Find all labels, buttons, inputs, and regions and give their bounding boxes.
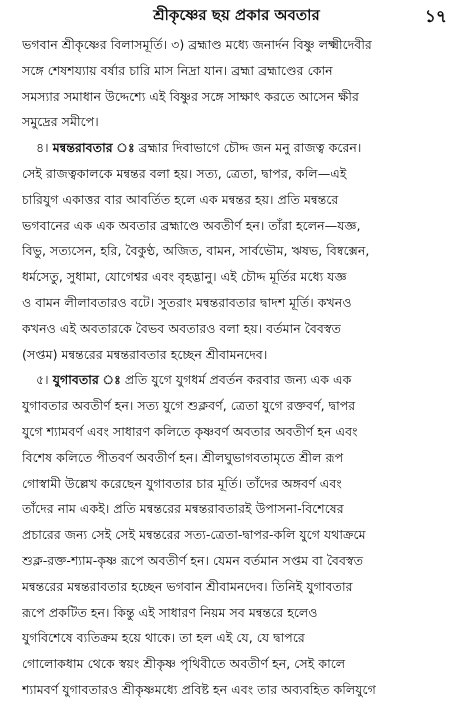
text-run: প্রচারের জন্য সেই সেই মন্বন্তরের সত্য-ত্রেতা-দ্বাপর-কলি যুগে যথাক্রমে: [22, 527, 366, 543]
text-run: যুগে শ্যামবর্ণ এবং সাধারণ কলিতে কৃষ্ণবর্ণ অবতার অবতীর্ণ হন এবং: [22, 423, 358, 439]
text-run: সমুদ্রের সমীপে।: [22, 114, 99, 130]
text-line: [22, 471, 460, 497]
text-run: রূপে প্রকটিত হন। কিন্তু এই সাধারণ নিয়ম সব মন্বন্তরে হলেও: [22, 604, 318, 620]
text-run: ভগবানের এক এক অবতার ব্রহ্মাণ্ডে অবতীর্ণ হন। তাঁরা হলেন—যজ্ঞ,: [22, 217, 361, 233]
text-run: ৫।: [36, 372, 53, 388]
text-line: [22, 445, 460, 471]
text-run: বিভু, সত্যসেন, হরি, বৈকুণ্ঠ, অজিত, বামন, সার্বভৌম, ঋষভ, বিষ্বক্সেন,: [22, 243, 370, 259]
text-run: মন্বন্তরের মন্বন্তরাবতার হচ্ছেন ভগবান শ্রীবামনদেব। তিনিই যুগাবতার: [22, 578, 353, 594]
text-run: চারিযুগ একাত্তর বার আবর্তিত হলে এক মন্বন্তর হয়। প্রতি মন্বন্তরে: [22, 191, 339, 207]
text-run: সঙ্গে শেষশয্যায় বর্ষার চারি মাস নিদ্রা যান। ব্রহ্মা ব্রহ্মাণ্ডের কোন: [22, 62, 333, 78]
text-run: সেই রাজত্বকালকে মন্বন্তর বলা হয়। সত্য, ত্রেতা, দ্বাপর, কলি—এই: [22, 165, 347, 181]
text-line: [22, 367, 460, 393]
body-text: [22, 32, 460, 703]
text-line: [22, 677, 460, 703]
text-run: ভগবান শ্রীকৃষ্ণের বিলাসমূর্তি। ৩) ব্রহ্মাণ্ড মধ্যে জনার্দন বিষ্ণু লক্ষ্মীদেবীর: [22, 37, 372, 52]
text-line: [22, 161, 460, 187]
text-run: যুগবিশেষে ব্যতিক্রম হয়ে থাকে। তা হল এই যে, যে দ্বাপরে: [22, 630, 305, 646]
text-run: ব্রহ্মার দিবাভাগে চৌদ্দ জন মনু রাজত্ব করেন।: [134, 140, 362, 156]
text-line: [22, 187, 460, 213]
text-line: [22, 109, 460, 135]
text-line: [22, 84, 460, 110]
section-term: মন্বন্তরাবতার ঃ: [52, 140, 135, 156]
text-run: যুগাবতার অবতীর্ণ হন। সত্য যুগে শুক্লবর্ণ, ত্রেতা যুগে রক্তবর্ণ, দ্বাপর: [22, 398, 356, 414]
text-run: ও বামন লীলাবতারও বটে। সুতরাং মন্বন্তরাবতার দ্বাদশ মূর্তি। কখনও: [22, 294, 352, 310]
text-line: [22, 213, 460, 239]
text-run: শুক্ল-রক্ত-শ্যাম-কৃষ্ণ রূপে অবতীর্ণ হন। যেমন বর্তমান সপ্তম বা বৈবস্বত: [22, 552, 364, 568]
text-line: [22, 342, 460, 368]
running-title: শ্রীকৃষ্ণের ছয় প্রকার অবতার: [153, 6, 320, 24]
text-line: [22, 316, 460, 342]
text-line: [22, 135, 460, 161]
text-line: [22, 264, 460, 290]
text-line: [22, 600, 460, 626]
text-run: গোস্বামী উল্লেখ করেছেন যুগাবতার চার মূর্তি। তাঁদের অঙ্গবর্ণ এবং: [22, 475, 342, 491]
text-run: তাঁদের নাম একই। প্রতি মন্বন্তরের মন্বন্তরাবতারই উপাসনা-বিশেষের: [22, 501, 344, 517]
text-run: প্রতি যুগে যুগধর্ম প্রবর্তন করবার জন্য এক এক: [120, 372, 352, 388]
section-term: যুগাবতার ঃ: [52, 372, 121, 388]
text-run: বিশেষ কলিতে পীতবর্ণ অবতীর্ণ হন। শ্রীলঘুভাগবতামৃতে শ্রীল রূপ: [22, 449, 344, 465]
text-line: [22, 58, 460, 84]
text-line: [22, 32, 460, 58]
text-run: গোলোকধাম থেকে স্বয়ং শ্রীকৃষ্ণ পৃথিবীতে অবতীর্ণ হন, সেই কালে: [22, 656, 346, 672]
text-run: ৪।: [36, 140, 53, 156]
text-line: [22, 393, 460, 419]
text-run: শ্যামবর্ণ যুগাবতারও শ্রীকৃষ্ণমধ্যে প্রবিষ্ট হন এবং তার অব্যবহিত কলিযুগে: [22, 681, 376, 697]
text-line: [22, 574, 460, 600]
text-line: [22, 548, 460, 574]
text-line: [22, 625, 460, 651]
text-line: [22, 496, 460, 522]
text-line: [22, 290, 460, 316]
text-line: [22, 651, 460, 677]
text-run: সমস্যার সমাধান উদ্দেশ্যে এই বিষ্ণুর সঙ্গে সাক্ষাৎ করতে আসেন ক্ষীর: [22, 88, 359, 104]
text-line: [22, 419, 460, 445]
running-header: [0, 4, 473, 30]
text-run: (সপ্তম) মন্বন্তরের মন্বন্তরাবতার হচ্ছেন শ্রীবামনদেব।: [22, 346, 268, 362]
text-run: ধর্মসেতু, সুধামা, যোগেশ্বর এবং বৃহদ্ভানু। এই চৌদ্দ মূর্তির মধ্যে যজ্ঞ: [22, 269, 347, 285]
page-number: ১৭: [424, 7, 447, 27]
text-run: কখনও এই অবতারকে বৈভব অবতারও বলা হয়। বর্তমান বৈবস্বত: [22, 320, 341, 336]
text-line: [22, 238, 460, 264]
text-line: [22, 522, 460, 548]
